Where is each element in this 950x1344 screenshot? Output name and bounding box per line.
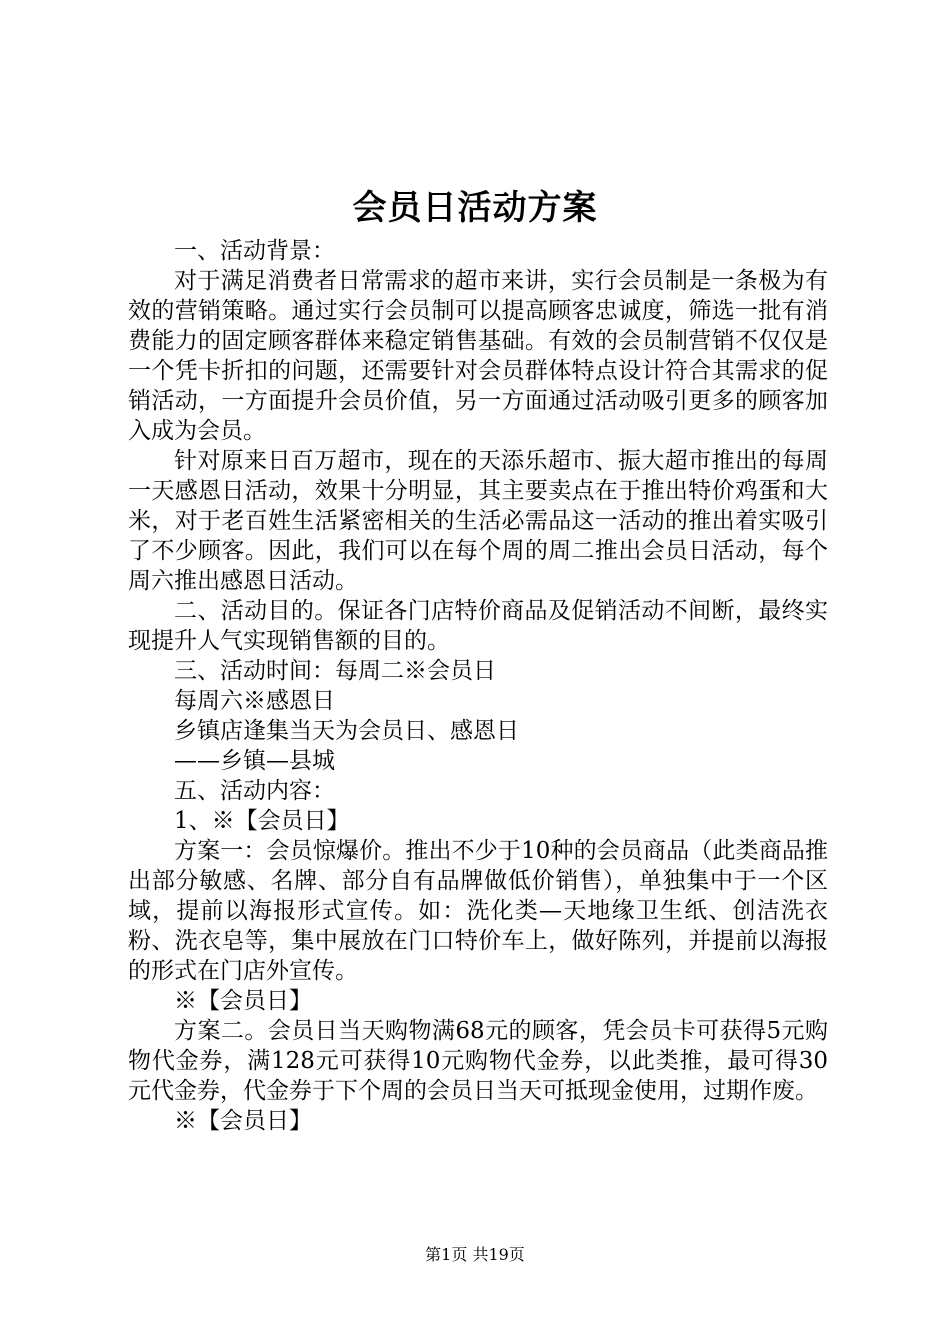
paragraph-plan-two: 方案二。会员日当天购物满68元的顾客，凭会员卡可获得5元购物代金券，满128元可获得10元购物代金券，以此类推，最可得30元代金券，代金券于下个周的会员日当天可抵现金使用，过期作废。 bbox=[128, 1018, 828, 1104]
page-footer: 第1页 共19页 bbox=[425, 1245, 525, 1264]
paragraph-member-day-2: ※【会员日】 bbox=[174, 988, 312, 1014]
document-title: 会员日活动方案 bbox=[352, 188, 598, 228]
paragraph-background-2: 针对原来日百万超市，现在的天添乐超市、振大超市推出的每周一天感恩日活动，效果十分明显，其主要卖点在于推出特价鸡蛋和大米，对于老百姓生活紧密相关的生活必需品这一活动的推出着实吸引了不少顾客。因此，我们可以在每个周的周二推出会员日活动，每个周六推出感恩日活动。 bbox=[128, 448, 828, 594]
paragraph-time-saturday: 每周六※感恩日 bbox=[174, 688, 335, 714]
paragraph-time: 三、活动时间：每周二※会员日 bbox=[174, 658, 496, 684]
paragraph-content-heading: 五、活动内容： bbox=[174, 778, 335, 804]
paragraph-background-1: 对于满足消费者日常需求的超市来讲，实行会员制是一条极为有效的营销策略。通过实行会员制可以提高顾客忠诚度，筛选一批有消费能力的固定顾客群体来稳定销售基础。有效的会员制营销不仅仅是一个凭卡折扣的问题，还需要针对会员群体特点设计符合其需求的促销活动，一方面提升会员价值，另一方面通过活动吸引更多的顾客加入成为会员。 bbox=[128, 268, 828, 444]
paragraph-member-day-3: ※【会员日】 bbox=[174, 1108, 312, 1134]
paragraph-plan-one: 方案一：会员惊爆价。推出不少于10种的会员商品（此类商品推出部分敏感、名牌、部分自有品牌做低价销售），单独集中于一个区域，提前以海报形式宣传。如：洗化类—天地缘卫生纸、创洁洗衣粉、洗衣皂等，集中展放在门口特价车上，做好陈列，并提前以海报的形式在门店外宣传。 bbox=[128, 838, 828, 984]
paragraph-background-heading: 一、活动背景： bbox=[174, 238, 335, 264]
paragraph-township-county: ——乡镇—县城 bbox=[174, 748, 335, 774]
paragraph-time-township: 乡镇店逢集当天为会员日、感恩日 bbox=[174, 718, 519, 744]
paragraph-member-day-1: 1、※【会员日】 bbox=[174, 808, 350, 834]
document-body bbox=[128, 236, 828, 1136]
paragraph-purpose: 二、活动目的。保证各门店特价商品及促销活动不间断，最终实现提升人气实现销售额的目的。 bbox=[128, 598, 828, 654]
